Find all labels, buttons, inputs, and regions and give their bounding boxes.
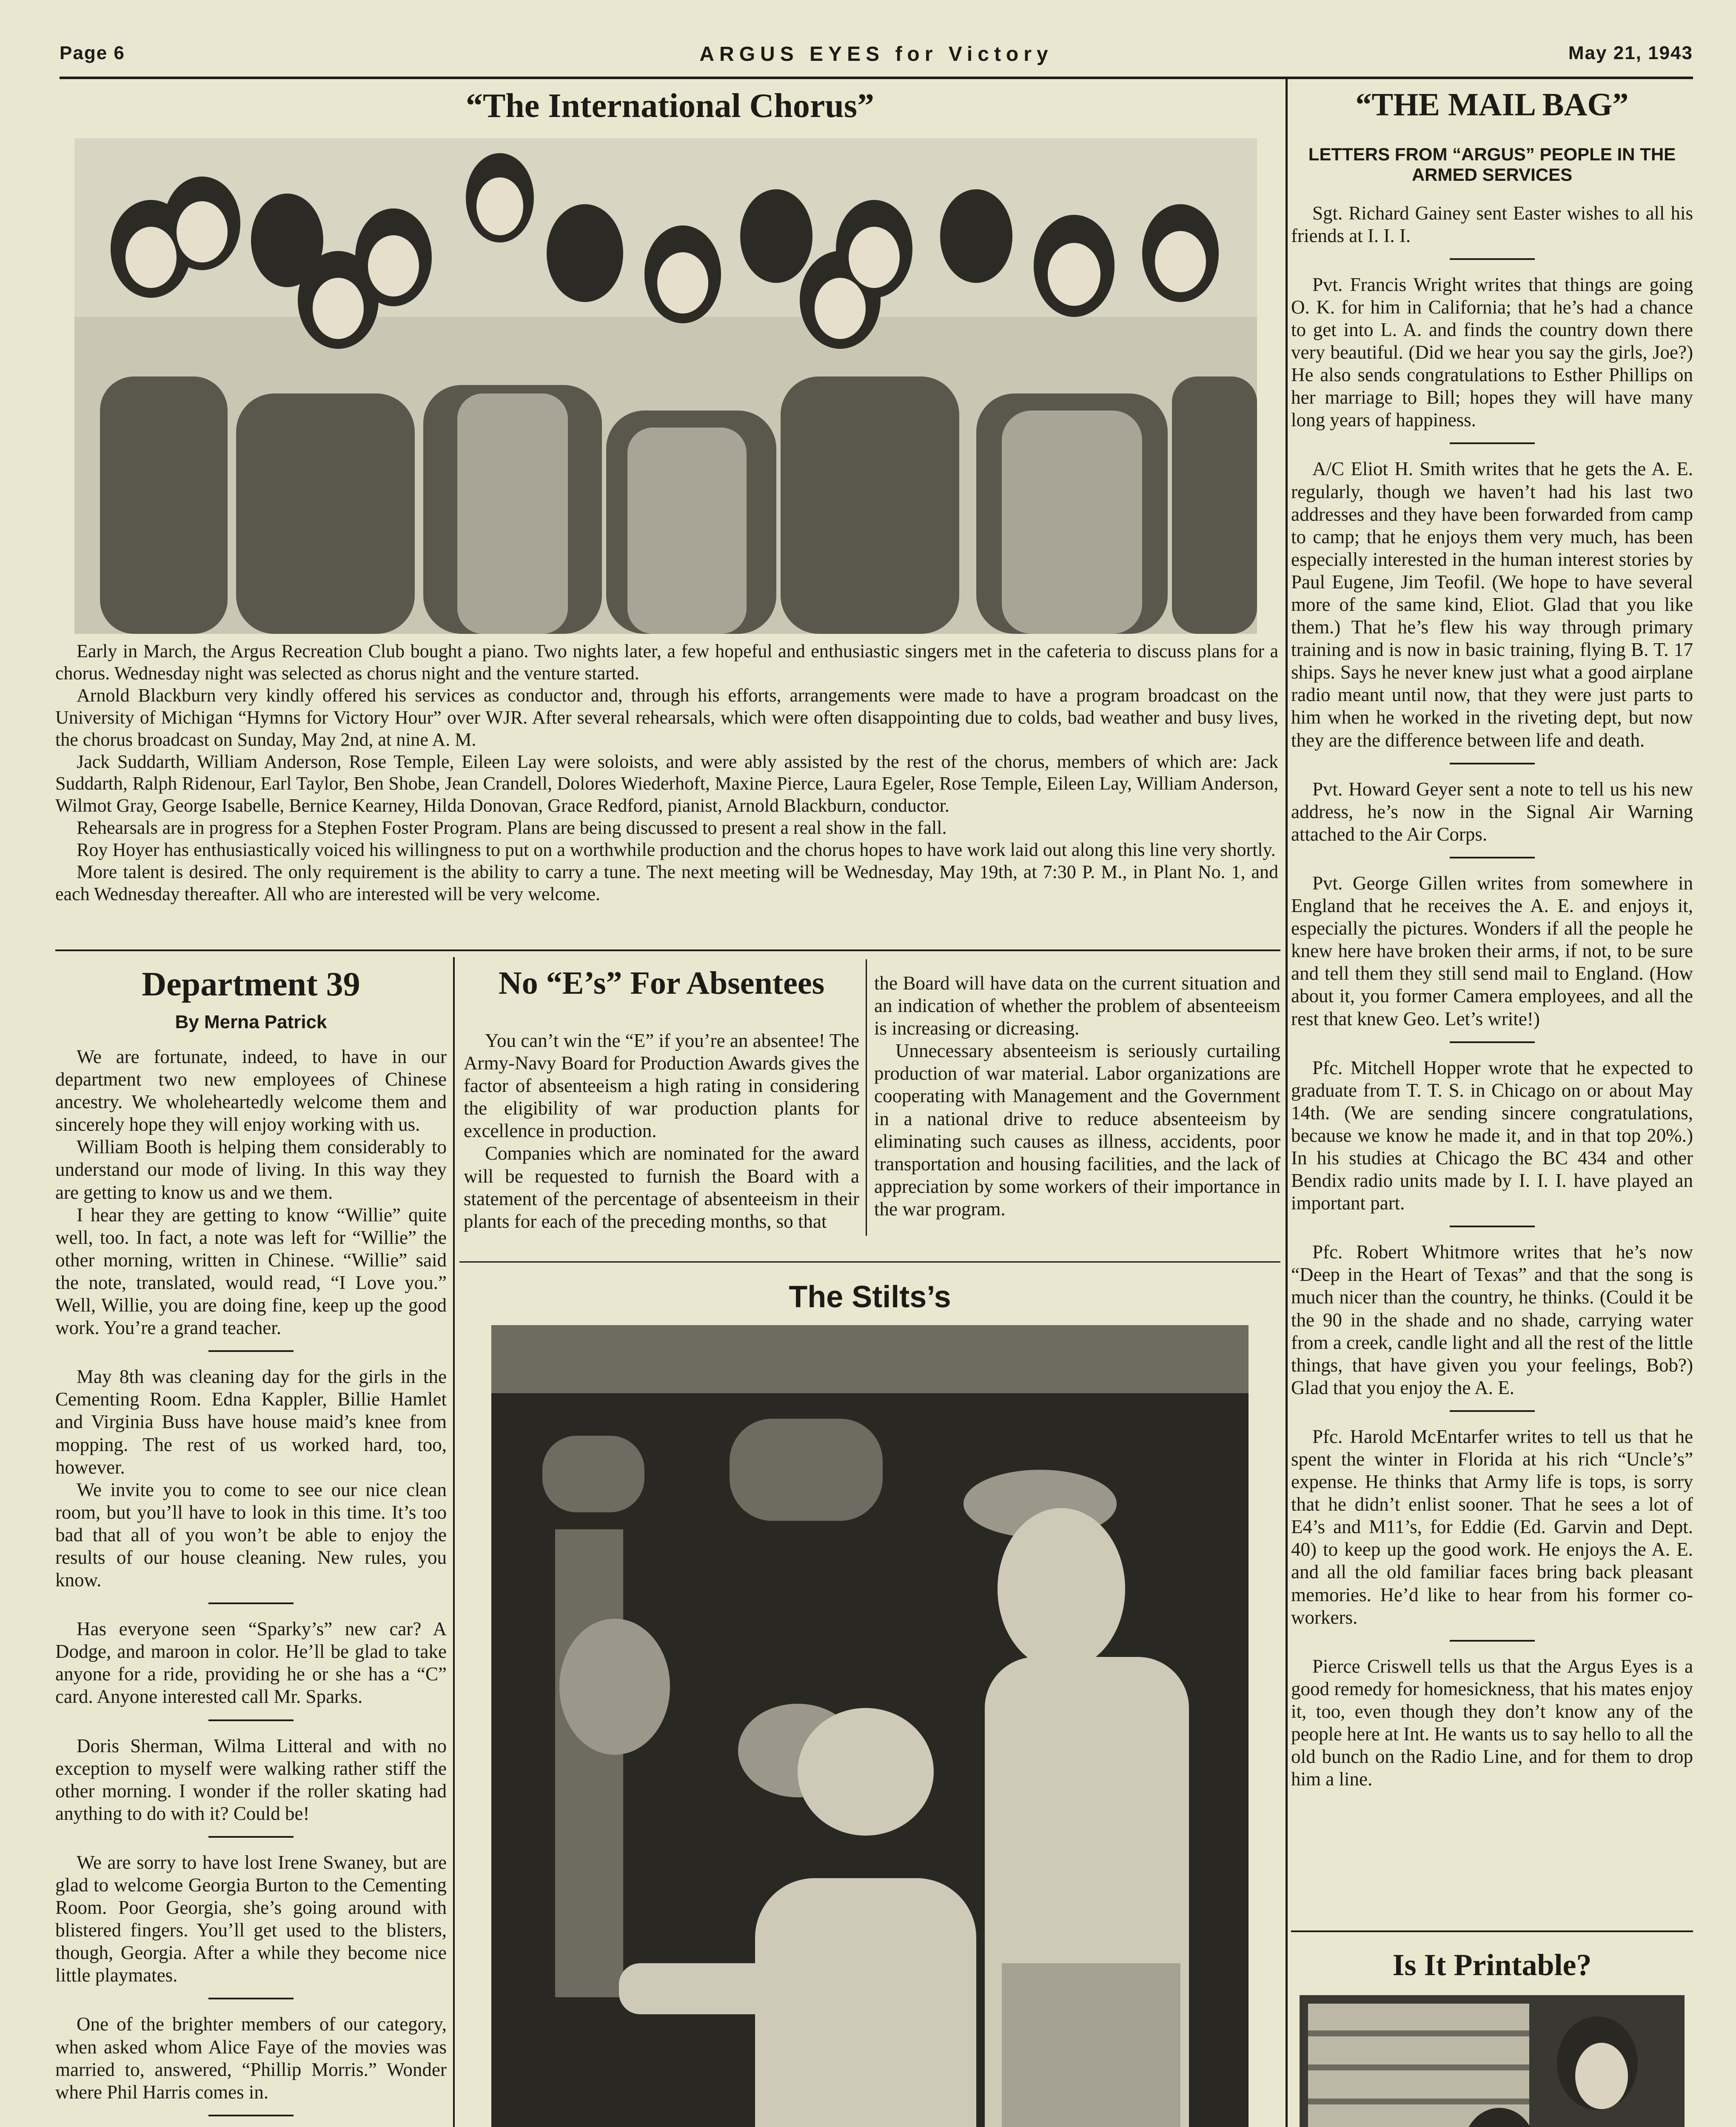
chorus-paragraph: Rehearsals are in progress for a Stephen Foster Program. Plans are being discussed to present a real show in the fall. — [77, 817, 947, 838]
chorus-headline: “The International Chorus” — [465, 87, 875, 125]
mailbag-letter: Pfc. Mitchell Hopper wrote that he expected to graduate from T. T. S. in Chicago on or about May 14th. (We are sending sincere congratulations, because we know he made it, and in that top 20%.) In his studies at Chicago the BC 434 and other Bendix radio units made by I. I. I. have played an important part. — [1291, 1057, 1693, 1214]
stilts-headline: The Stilts’s — [789, 1280, 951, 1314]
mailbag-letter: Pierce Criswell tells us that the Argus Eyes is a good remedy for homesickness, that his mates enjoy it, too, even though they don’t know any of the people here at Int. He wants us to say hello to all the old bunch on the Radio Line, and for them to drop him a line. — [1291, 1655, 1693, 1790]
column-divider-absentees — [866, 959, 867, 1236]
dept39-byline: By Merna Patrick — [175, 1012, 327, 1032]
mailbag-letter: Pfc. Robert Whitmore writes that he’s now “Deep in the Heart of Texas” and that the song is much nicer than the country, he thinks. (Could it be the 90 in the shade and no shade, carrying water from a creek, candle light and all the rest of the little things, that have given you your feelings, Bob?) Glad that you enjoy the A. E. — [1291, 1241, 1693, 1398]
item-separator — [208, 1998, 294, 1999]
letter-separator — [1450, 1410, 1535, 1412]
mailbag-column — [1291, 87, 1693, 1791]
mailbag-letter: A/C Eliot H. Smith writes that he gets the A. E. regularly, though we haven’t had his last two addresses and they have been forwarded from camp to camp; that he enjoys them very much, has been especially interested in the human interest stories by Paul Eugene, Jim Teofil. (We hope to have several more of the same kind, Eliot. Glad that you like them.) That he’s flew his way through primary training and is now in basic training, flying B. T. 17 ships. Says he never knew just what a good airplane radio meant until now, that they were just parts to him when he worked in the riveting dept, but now they are the difference between life and death. — [1291, 458, 1693, 751]
issue-date: May 21, 1943 — [1568, 43, 1693, 63]
printable-photo — [1300, 1995, 1685, 2127]
page-number: Page 6 — [60, 43, 125, 63]
dept39-item — [55, 1366, 447, 1591]
chorus-bottom-rule — [55, 949, 1280, 951]
dept39-paragraph: Has everyone seen “Sparky’s” new car? A Dodge, and maroon in color. He’ll be glad to take anyone for a ride, providing he or she has a “C” card. Anyone interested call Mr. Sparks. — [55, 1618, 447, 1708]
dept39-paragraph: We invite you to come to see our nice clean room, but you’ll have to look in this time. It’s too bad that all of you won’t be able to enjoy the results of our house cleaning. New rules, you know. — [55, 1479, 447, 1591]
stilts-photo — [491, 1325, 1249, 2127]
letter-separator — [1450, 763, 1535, 764]
mailbag-letter: Pvt. George Gillen writes from somewhere in England that he receives the A. E. and enjoys it, especially the pictures. Wonders if all the people he knew here have broken their arms, if not, to be sure and tell them they still send mail to England. (How about it, you former Camera employees, and all the rest that knew Geo. Let’s write!) — [1291, 872, 1693, 1029]
chorus-article — [55, 640, 1278, 905]
dept39-paragraph: One of the brighter members of our category, when asked whom Alice Faye of the movies was married to, answered, “Phillip Morris.” Wonder where Phil Harris comes in. — [55, 2013, 447, 2103]
item-separator — [208, 1836, 294, 1838]
printable-headline: Is It Printable? — [1392, 1948, 1592, 1982]
dept39-paragraph: May 8th was cleaning day for the girls in the Cementing Room. Edna Kappler, Billie Hamlet and Virginia Buss have house maid’s knee from mopping. The rest of us worked hard, too, however. — [55, 1366, 447, 1478]
dept39-item — [55, 1851, 447, 1987]
newspaper-title: ARGUS EYES for Victory — [699, 43, 1053, 66]
letter-separator — [1450, 442, 1535, 444]
absentees-paragraph: You can’t win the “E” if you’re an absentee! The Army-Navy Board for Production Awards gives the factor of absenteeism a high rating in considering the eligibility of war production plants for excellence in production. — [464, 1030, 859, 1142]
item-separator — [208, 1719, 294, 1721]
dept39-column — [55, 966, 447, 2127]
column-divider-dept39 — [453, 957, 455, 2127]
chorus-paragraph: Arnold Blackburn very kindly offered his services as conductor and, through his efforts, arrangements were made to have a program broadcast on the University of Michigan “Hymns for Victory Hour” over WJR. After several rehearsals, which were often disappointing due to colds, bad weather and busy lives, the chorus broadcast on Sunday, May 2nd, at nine A. M. — [55, 684, 1278, 750]
chorus-paragraph: More talent is desired. The only requirement is the ability to carry a tune. The next meeting will be Wednesday, May 19th, at 7:30 P. M., in Plant No. 1, and each Wednesday thereafter. All who are interested will be very welcome. — [55, 861, 1278, 904]
page-header — [60, 43, 1693, 77]
chorus-photo — [74, 138, 1257, 634]
absentees-paragraph: Unnecessary absenteeism is seriously curtailing production of war material. Labor organizations are cooperating with Management and the Government in a national drive to reduce absenteeism by eliminating such causes as illness, accidents, poor transportation and housing facilities, and the lack of appreciation by some workers of their importance in the war program. — [874, 1040, 1280, 1220]
absentees-bottom-rule — [459, 1261, 1280, 1263]
dept39-headline: Department 39 — [142, 966, 360, 1003]
dept39-item — [55, 1735, 447, 1825]
dept39-paragraph: Doris Sherman, Wilma Litteral and with no exception to myself were walking rather stiff the other morning. I wonder if the roller skating had anything to do with it? Could be! — [55, 1735, 447, 1824]
dept39-paragraph: We are sorry to have lost Irene Swaney, but are glad to welcome Georgia Burton to the Cementing Room. Poor Georgia, she’s going around with blistered fingers. You’ll get used to the blisters, though, Georgia. After a while they become nice little playmates. — [55, 1851, 447, 1986]
mailbag-letter: Pvt. Howard Geyer sent a note to tell us his new address, he’s now in the Signal Air Warning attached to the Air Corps. — [1291, 778, 1693, 845]
dept39-item — [55, 1618, 447, 1708]
letter-separator — [1450, 1226, 1535, 1227]
dept39-item — [55, 2013, 447, 2103]
dept39-item — [55, 1046, 447, 1339]
dept39-paragraph: I hear they are getting to know “Willie” quite well, too. In fact, a note was left for “Willie” the other morning, written in Chinese. “Willie” said the note, translated, would read, “I Love you.” Well, Willie, you are doing fine, keep up the good work. You’re a grand teacher. — [55, 1204, 447, 1339]
dept39-body — [55, 1046, 447, 2127]
letter-separator — [1450, 857, 1535, 858]
mailbag-subhead: LETTERS FROM “ARGUS” PEOPLE IN THE ARMED SERVICES — [1308, 144, 1676, 185]
chorus-paragraph: Early in March, the Argus Recreation Club bought a piano. Two nights later, a few hopeful and enthusiastic singers met in the cafeteria to discuss plans for a chorus. Wednesday night was selected as chorus night and the venture started. — [55, 641, 1278, 684]
dept39-paragraph: William Booth is helping them considerably to understand our mode of living. In this way they are getting to know us and we them. — [55, 1136, 447, 1203]
mailbag-letter: Pvt. Francis Wright writes that things are going O. K. for him in California; that he’s had a chance to get into L. A. and finds the country down there very beautiful. (Did we hear you say the girls, Joe?) He also sends congratulations to Esther Phillips on her marriage to Bill; hopes they will have many long years of happiness. — [1291, 274, 1693, 431]
item-separator — [208, 2115, 294, 2116]
chorus-paragraph: Roy Hoyer has enthusiastically voiced his willingness to put on a worthwhile production and the chorus hopes to have work laid out along this line very shortly. — [77, 839, 1276, 861]
letter-separator — [1450, 258, 1535, 260]
printable-top-rule — [1291, 1930, 1693, 1932]
mailbag-letter: Sgt. Richard Gainey sent Easter wishes to all his friends at I. I. I. — [1291, 202, 1693, 246]
item-separator — [208, 1350, 294, 1352]
letter-separator — [1450, 1640, 1535, 1642]
item-separator — [208, 1602, 294, 1604]
letter-separator — [1450, 1041, 1535, 1043]
mailbag-letter: Pfc. Harold McEntarfer writes to tell us that he spent the winter in Florida at his rich “Uncle’s” expense. He thinks that Army life is tops, is sorry that he didn’t enlist sooner. That he sees a lot of E4’s and M11’s, for Eddie (Ed. Garvin and Dept. 40) to keep up the good work. He enjoys the A. E. and all the old familiar faces bring back pleasant memories. He’d like to hear from his former co-workers. — [1291, 1426, 1693, 1628]
mailbag-headline: “THE MAIL BAG” — [1355, 87, 1629, 123]
absentees-left-column — [464, 1029, 859, 1233]
column-divider-mailbag — [1286, 79, 1288, 2127]
dept39-paragraph: We are fortunate, indeed, to have in our department two new employees of Chinese ancestry. We wholeheartedly welcome them and sincerely hope they will enjoy working with us. — [55, 1046, 447, 1135]
absentees-right-column — [874, 972, 1280, 1220]
absentees-paragraph: Companies which are nominated for the award will be requested to furnish the Board with a statement of the percentage of absenteeism in their plants for each of the preceding months, so that — [464, 1143, 859, 1232]
header-rule — [60, 77, 1693, 79]
chorus-paragraph: Jack Suddarth, William Anderson, Rose Temple, Eileen Lay were soloists, and were ably assisted by the rest of the chorus, members of which are: Jack Suddarth, Ralph Ridenour, Earl Taylor, Ben Shobe, Jean Crandell, Dolores Wiederhoft, Maxine Pierce, Laura Egeler, Rose Temple, Eileen Lay, William Anderson, Wilmot Gray, George Isabelle, Bernice Kearney, Hilda Donovan, Grace Redford, pianist, Arnold Blackburn, conductor. — [55, 751, 1278, 816]
absentees-headline: No “E’s” For Absentees — [498, 965, 825, 1001]
absentees-paragraph: the Board will have data on the current situation and an indication of whether the problem of absenteeism is increasing or dicreasing. — [874, 972, 1280, 1039]
